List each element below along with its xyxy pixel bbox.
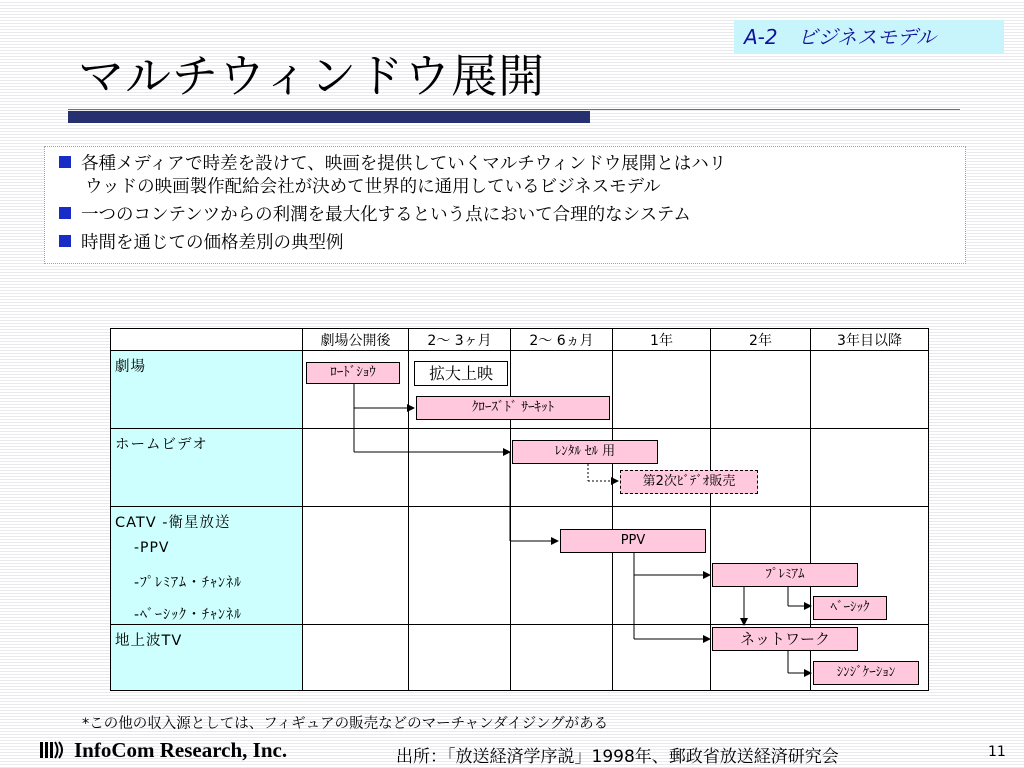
window-closed-circuit: ｸﾛｰｽﾞﾄﾞ ｻｰｷｯﾄ	[416, 396, 610, 420]
window-network: ネットワーク	[712, 627, 858, 651]
row-subheader-ppv: -PPV	[134, 540, 170, 556]
column-header: 3年目以降	[811, 329, 929, 351]
row-header-terrestrial-tv: 地上波TV	[111, 625, 303, 691]
company-logo: InfoCom Research, Inc.	[40, 738, 287, 763]
bullet-item: 時間を通じての価格差別の典型例	[59, 232, 344, 255]
column-header: 2年	[711, 329, 811, 351]
bullet-item: 各種メディアで時差を設けて、映画を提供していくマルチウィンドウ展開とはハリ	[59, 153, 726, 176]
window-ppv: PPV	[560, 529, 706, 553]
row-header-home-video: ホームビデオ	[111, 429, 303, 507]
title-rule-bar	[68, 111, 590, 123]
row-header-theater: 劇場	[111, 351, 303, 429]
column-header: 1年	[613, 329, 711, 351]
row-subheader-premium-channel: -ﾌﾟﾚﾐｱﾑ・ﾁｬﾝﾈﾙ	[134, 575, 243, 591]
row-subheader-basic-channel: -ﾍﾞｰｼｯｸ・ﾁｬﾝﾈﾙ	[134, 607, 243, 623]
window-roadshow: ﾛｰﾄﾞｼｮｳ	[306, 362, 400, 384]
bullet-item: 一つのコンテンツからの利潤を最大化するという点において合理的なシステム	[59, 204, 691, 227]
bullet-square-icon	[59, 156, 71, 168]
window-expanded-release: 拡大上映	[414, 361, 508, 386]
table-corner	[111, 329, 303, 351]
bullet-square-icon	[59, 207, 71, 219]
window-rental-sell: ﾚﾝﾀﾙ ｾﾙ 用	[512, 440, 658, 464]
row-header-catv: CATV -衛星放送	[111, 507, 303, 625]
bullet-item-continuation: ウッドの映画製作配給会社が決めて世界的に通用しているビジネスモデル	[85, 177, 661, 197]
column-header: 劇場公開後	[303, 329, 409, 351]
window-basic: ﾍﾞｰｼｯｸ	[813, 596, 887, 620]
bullet-square-icon	[59, 235, 71, 247]
column-header: 2～ 6ヵ月	[511, 329, 613, 351]
infocom-logo-icon	[40, 740, 66, 760]
window-syndication: ｼﾝｼﾞｹｰｼｮﾝ	[813, 661, 919, 685]
window-secondary-video-sales: 第2次ﾋﾞﾃﾞｵ販売	[620, 470, 758, 494]
source-citation: 出所：「放送経済学序説」1998年、郵政省放送経済研究会	[396, 747, 839, 767]
footnote: *この他の収入源としては、フィギュアの販売などのマーチャンダイジングがある	[82, 716, 609, 732]
page-title: マルチウィンドウ展開	[78, 49, 546, 103]
section-tag: A-2 ビジネスモデル	[734, 20, 1004, 54]
title-rule-thin	[68, 109, 960, 110]
window-premium: ﾌﾟﾚﾐｱﾑ	[712, 563, 858, 587]
column-header: 2～ 3ヶ月	[409, 329, 511, 351]
page-number: 11	[988, 744, 1006, 760]
bullet-box	[44, 146, 966, 264]
